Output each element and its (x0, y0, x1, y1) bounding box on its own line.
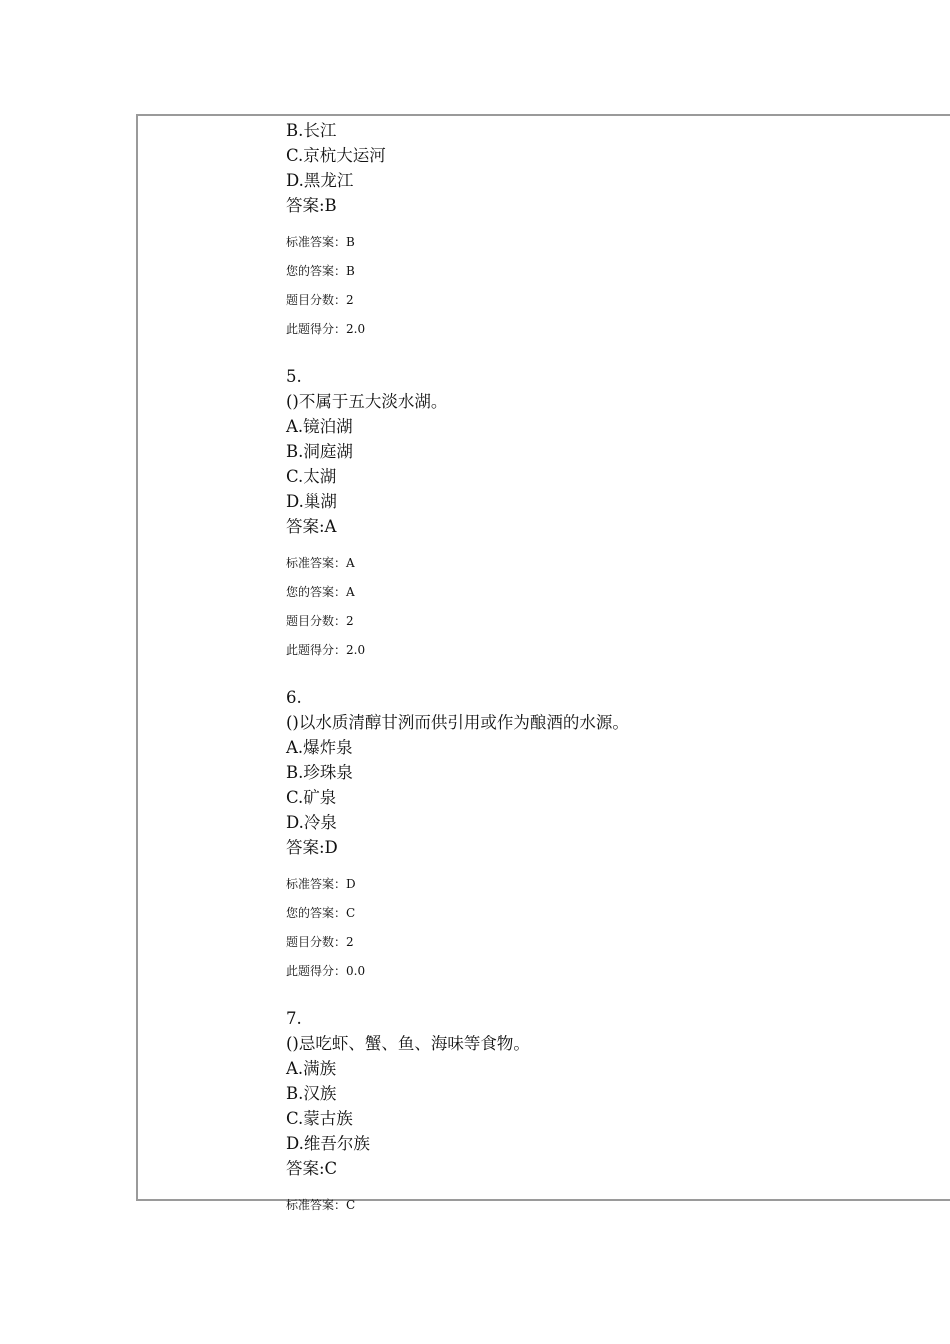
standard-answer: 标准答案：D (286, 877, 356, 891)
earned-score: 此题得分：2.0 (286, 643, 366, 657)
question-score: 题目分数：2 (286, 614, 354, 628)
question-number: 5. (286, 367, 302, 386)
question-stem: ()忌吃虾、蟹、鱼、海味等食物。 (286, 1034, 530, 1053)
answer-line: 答案:C (286, 1159, 338, 1178)
question-7 (286, 1006, 926, 1220)
answer-line: 答案:A (286, 517, 337, 536)
question-6 (286, 685, 926, 986)
question-stem: ()以水质清醇甘洌而供引用或作为酿酒的水源。 (286, 713, 629, 732)
your-answer: 您的答案：B (286, 264, 355, 278)
standard-answer: 标准答案：A (286, 556, 355, 570)
question-stem: ()不属于五大淡水湖。 (286, 392, 448, 411)
option-d: D.黑龙江 (286, 171, 354, 190)
question-number: 7. (286, 1009, 302, 1028)
option-b: B.洞庭湖 (286, 442, 353, 461)
option-d: D.巢湖 (286, 492, 337, 511)
option-c: C.蒙古族 (286, 1109, 353, 1128)
result-meta (286, 549, 926, 665)
question-partial (286, 118, 926, 344)
result-meta (286, 1191, 926, 1220)
option-b: B.珍珠泉 (286, 763, 353, 782)
option-c: C.矿泉 (286, 788, 337, 807)
quiz-results-frame (136, 114, 950, 1212)
option-a: A.镜泊湖 (286, 417, 353, 436)
quiz-content (286, 118, 926, 1220)
result-meta (286, 228, 926, 344)
answer-line: 答案:B (286, 196, 337, 215)
your-answer: 您的答案：C (286, 906, 356, 920)
option-c: C.京杭大运河 (286, 146, 386, 165)
result-meta (286, 870, 926, 986)
question-score: 题目分数：2 (286, 935, 354, 949)
earned-score: 此题得分：0.0 (286, 964, 366, 978)
question-score: 题目分数：2 (286, 293, 354, 307)
option-d: D.冷泉 (286, 813, 337, 832)
standard-answer: 标准答案：C (286, 1198, 356, 1212)
your-answer: 您的答案：A (286, 585, 355, 599)
option-b: B.汉族 (286, 1084, 337, 1103)
question-5 (286, 364, 926, 665)
option-a: A.爆炸泉 (286, 738, 353, 757)
question-number: 6. (286, 688, 302, 707)
option-c: C.太湖 (286, 467, 337, 486)
option-a: A.满族 (286, 1059, 337, 1078)
earned-score: 此题得分：2.0 (286, 322, 366, 336)
option-d: D.维吾尔族 (286, 1134, 370, 1153)
answer-line: 答案:D (286, 838, 338, 857)
option-b: B.长江 (286, 121, 337, 140)
standard-answer: 标准答案：B (286, 235, 355, 249)
